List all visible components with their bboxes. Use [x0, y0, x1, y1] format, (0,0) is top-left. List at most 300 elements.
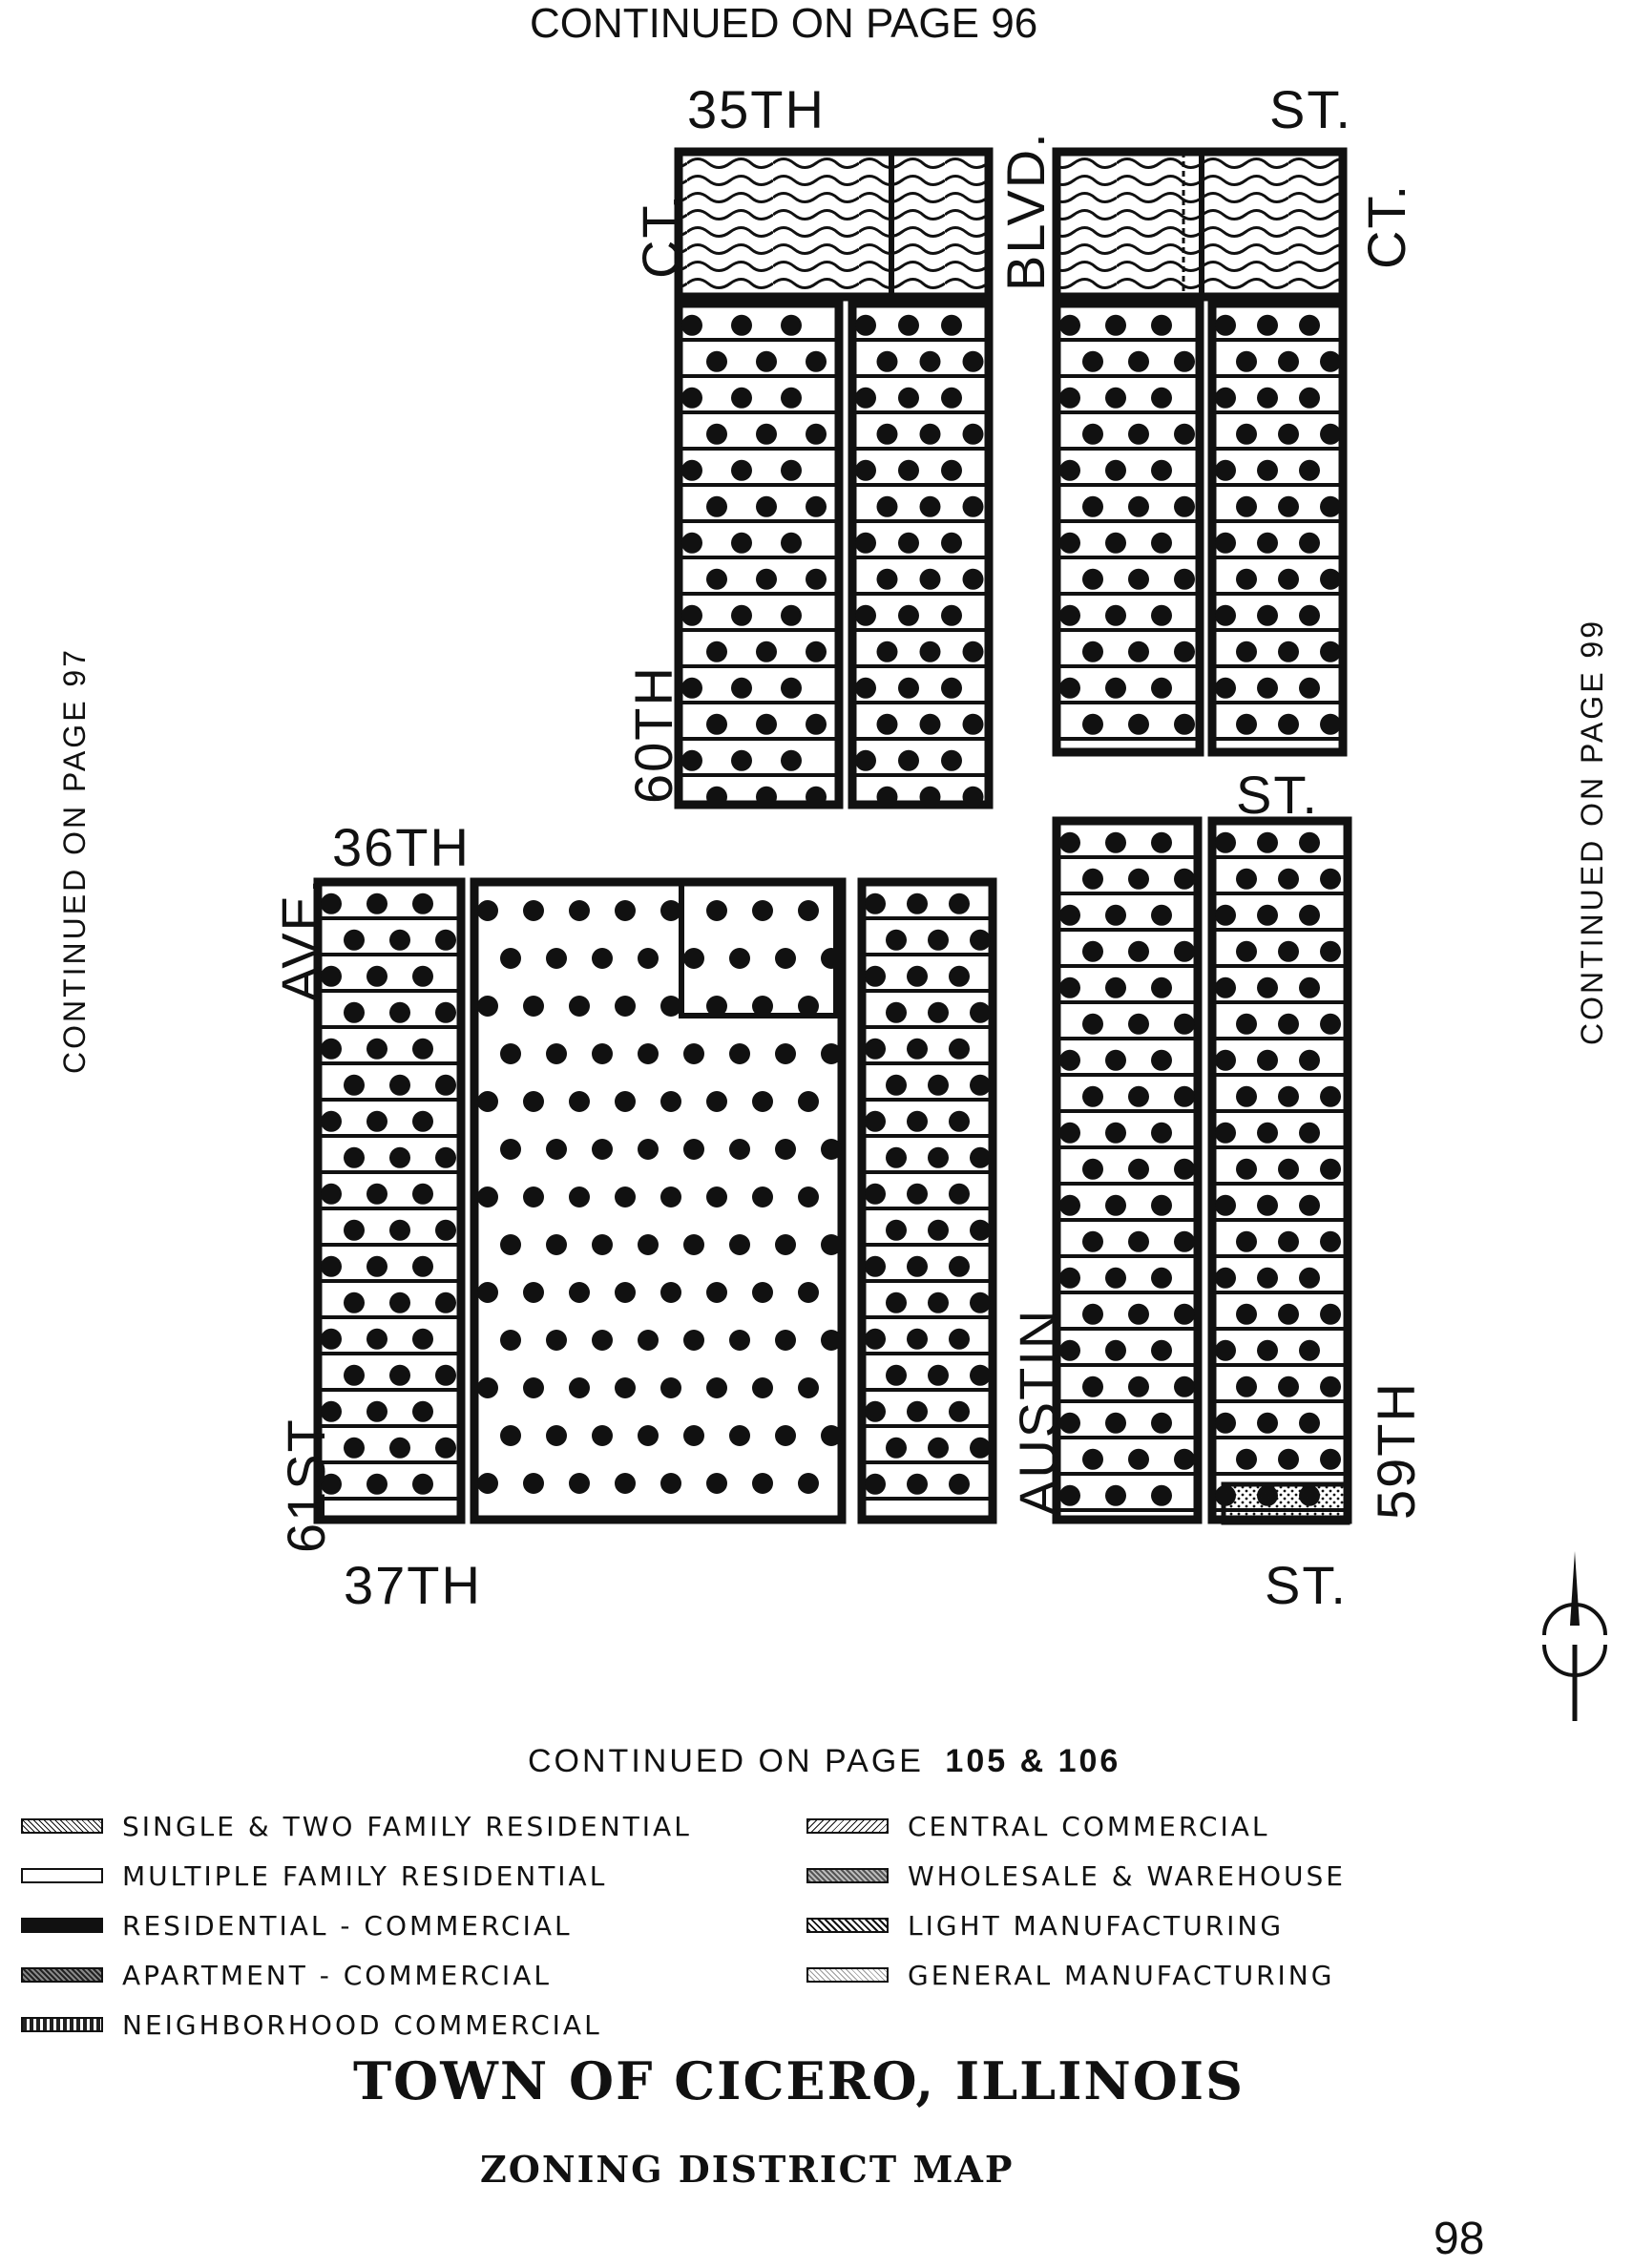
zoning-dot: [412, 1184, 433, 1205]
zoning-dot: [1151, 1340, 1172, 1361]
zoning-dot: [928, 1075, 949, 1096]
zoning-dot: [1278, 869, 1299, 890]
zoning-dot: [1105, 1268, 1126, 1289]
zoning-dot: [1105, 832, 1126, 853]
zoning-dot: [1299, 533, 1320, 554]
zoning-dot: [706, 1186, 727, 1208]
zoning-dot: [877, 351, 898, 372]
zoning-dot: [638, 1043, 659, 1064]
zoning-dot: [321, 1184, 342, 1205]
zoning-dot: [615, 1473, 636, 1494]
zoning-dot: [344, 1365, 365, 1386]
zoning-dot: [1174, 641, 1195, 662]
street-ave: AVE.: [270, 876, 330, 1002]
zoning-dot: [886, 1438, 907, 1459]
zoning-dot: [731, 605, 752, 626]
zoning-dot: [898, 460, 919, 481]
zoning-dot: [523, 1473, 544, 1494]
zoning-dot: [806, 569, 827, 590]
zoning-dot: [1215, 905, 1236, 926]
zoning-dot: [1105, 905, 1126, 926]
zoning-dot: [756, 569, 777, 590]
zoning-dot: [344, 930, 365, 951]
zoning-dot: [1105, 1195, 1126, 1216]
zoning-dot: [1174, 1449, 1195, 1470]
zoning-dot: [729, 1043, 750, 1064]
zoning-dot: [752, 1473, 773, 1494]
zoning-dot: [1236, 351, 1257, 372]
zoning-dot: [855, 605, 876, 626]
zoning-dot: [855, 315, 876, 336]
zoning-dot: [435, 1075, 456, 1096]
legend-label: MULTIPLE FAMILY RESIDENTIAL: [122, 1859, 608, 1892]
zoning-dot: [412, 1401, 433, 1422]
zoning-dot: [907, 1039, 928, 1060]
zoning-dot: [706, 496, 727, 517]
zoning-dot: [821, 1425, 842, 1446]
zoning-dot: [435, 1002, 456, 1023]
zoning-dot: [1082, 424, 1103, 445]
zoning-dot: [500, 1139, 521, 1160]
zoning-dot: [1215, 1268, 1236, 1289]
zoning-dot: [1278, 351, 1299, 372]
zoning-dot: [1151, 1195, 1172, 1216]
zoning-dot: [798, 1377, 819, 1398]
zoning-dot: [1257, 1195, 1278, 1216]
zoning-dot: [615, 1377, 636, 1398]
zoning-dot: [683, 1139, 704, 1160]
zoning-dot: [1236, 714, 1257, 735]
zoning-dot: [1059, 1268, 1080, 1289]
zoning-dot: [756, 641, 777, 662]
zoning-dot: [1320, 424, 1341, 445]
swatch-grey-hatch: [806, 1868, 889, 1883]
zoning-dot: [886, 1075, 907, 1096]
zoning-dot: [729, 1425, 750, 1446]
zoning-dot: [821, 1234, 842, 1255]
zoning-dot: [1320, 869, 1341, 890]
zoning-dot: [1128, 1231, 1149, 1252]
street-blvd: BLVD.: [995, 131, 1056, 291]
zoning-dot: [1236, 1014, 1257, 1035]
legend-item: [806, 1961, 1334, 1989]
zoning-dot: [1128, 641, 1149, 662]
zoning-dot: [412, 966, 433, 987]
zoning-dot: [1105, 1050, 1126, 1071]
zoning-dot: [683, 1043, 704, 1064]
map-subtitle: ZONING DISTRICT MAP: [480, 2148, 1015, 2191]
zoning-dot: [775, 1425, 796, 1446]
zoning-dot: [389, 1220, 410, 1241]
zoning-dot: [1299, 1268, 1320, 1289]
zoning-dot: [344, 1438, 365, 1459]
zoning-dot: [1278, 569, 1299, 590]
zoning-dot: [366, 1111, 387, 1132]
zoning-dot: [963, 641, 984, 662]
zoning-dot: [706, 641, 727, 662]
zoning-dot: [1215, 832, 1236, 853]
zoning-dot: [435, 1292, 456, 1313]
zoning-dot: [928, 1438, 949, 1459]
zoning-dot: [865, 1184, 886, 1205]
zoning-dot: [729, 1330, 750, 1351]
zoning-dot: [366, 1256, 387, 1277]
zoning-dot: [1059, 1050, 1080, 1071]
street-37th: 37TH: [344, 1555, 482, 1615]
zoning-dot: [1257, 1268, 1278, 1289]
zoning-dot: [366, 1329, 387, 1350]
zoning-dot: [1257, 315, 1278, 336]
zoning-dot: [928, 1292, 949, 1313]
zoning-dot: [500, 1425, 521, 1446]
street-st-mid-right: ST.: [1236, 765, 1319, 825]
zoning-dot: [1082, 1231, 1103, 1252]
legend-item: [21, 2010, 602, 2039]
zoning-dot: [1059, 533, 1080, 554]
zoning-dot: [963, 714, 984, 735]
zoning-dot: [546, 1234, 567, 1255]
zoning-dot: [1082, 1376, 1103, 1397]
zoning-dot: [389, 1292, 410, 1313]
zoning-dot: [1151, 460, 1172, 481]
zoning-dot: [1278, 941, 1299, 962]
zoning-dot: [731, 315, 752, 336]
zoning-dot: [781, 533, 802, 554]
zoning-dot: [1236, 569, 1257, 590]
zoning-dot: [855, 750, 876, 771]
zoning-dot: [756, 496, 777, 517]
bottom-continuation-pages: 105 & 106: [945, 1743, 1121, 1779]
zoning-dot: [638, 1139, 659, 1160]
zoning-dot: [886, 1220, 907, 1241]
zoning-dot: [1174, 424, 1195, 445]
zoning-dot: [389, 1002, 410, 1023]
zoning-dot: [855, 678, 876, 699]
north-arrow-icon: [1544, 1551, 1605, 1721]
zoning-dot: [683, 948, 704, 969]
zoning-dot: [949, 1184, 970, 1205]
zoning-dot: [592, 1330, 613, 1351]
zoning-dot: [1215, 1123, 1236, 1144]
zoning-dot: [963, 496, 984, 517]
zoning-dot: [920, 351, 941, 372]
zoning-dot: [1059, 678, 1080, 699]
zoning-dot: [681, 460, 702, 481]
zoning-dot: [1151, 605, 1172, 626]
zoning-dot: [886, 1147, 907, 1168]
zoning-dot: [1151, 388, 1172, 409]
zoning-dot: [592, 1425, 613, 1446]
zoning-dot: [1299, 1050, 1320, 1071]
zoning-dot: [1128, 1304, 1149, 1325]
zoning-dot: [941, 388, 962, 409]
zoning-dot: [865, 1329, 886, 1350]
zoning-dot: [798, 1473, 819, 1494]
zoning-dot: [706, 1282, 727, 1303]
zoning-dot: [1128, 1086, 1149, 1107]
swatch-stipple: [21, 1818, 103, 1834]
zoning-dot: [970, 1438, 991, 1459]
zoning-dot: [546, 1043, 567, 1064]
zoning-dot: [706, 900, 727, 921]
zoning-dot: [1174, 714, 1195, 735]
zoning-dot: [1082, 496, 1103, 517]
zoning-dot: [569, 1091, 590, 1112]
zoning-dot: [1059, 977, 1080, 998]
zoning-dot: [907, 1474, 928, 1495]
zoning-dot: [660, 900, 681, 921]
zoning-dot: [706, 424, 727, 445]
zoning-dot: [898, 315, 919, 336]
zoning-dot: [886, 930, 907, 951]
street-austin: AUSTIN: [1008, 1308, 1068, 1516]
zoning-dot: [1257, 832, 1278, 853]
zoning-dot: [344, 1147, 365, 1168]
zoning-dot: [683, 1425, 704, 1446]
zoning-dot: [865, 1256, 886, 1277]
zoning-dot: [681, 605, 702, 626]
zoning-dot: [1257, 1340, 1278, 1361]
zoning-dot: [1082, 1086, 1103, 1107]
right-continuation[interactable]: CONTINUED ON PAGE 99: [1575, 618, 1609, 1045]
street-61st: 61ST: [276, 1418, 336, 1553]
zoning-dot: [569, 1473, 590, 1494]
zoning-dot: [821, 1330, 842, 1351]
zoning-dot: [756, 424, 777, 445]
zoning-dot: [1174, 1304, 1195, 1325]
zoning-dot: [963, 424, 984, 445]
zoning-dot: [1299, 605, 1320, 626]
zoning-dot: [1082, 641, 1103, 662]
zoning-dot: [412, 1039, 433, 1060]
zoning-dot: [546, 948, 567, 969]
zoning-dot: [907, 1329, 928, 1350]
zoning-dot: [321, 1329, 342, 1350]
legend-item: [21, 1812, 692, 1840]
zoning-dot: [949, 1401, 970, 1422]
zoning-dot: [523, 900, 544, 921]
zoning-dot: [523, 1377, 544, 1398]
zoning-dot: [729, 948, 750, 969]
zoning-dot: [523, 1186, 544, 1208]
zoning-dot: [1059, 905, 1080, 926]
zoning-dot: [949, 1474, 970, 1495]
zoning-dot: [1151, 1050, 1172, 1071]
zoning-dot: [500, 1234, 521, 1255]
zoning-dot: [949, 966, 970, 987]
zoning-dot: [1257, 1413, 1278, 1434]
zoning-dot: [1320, 714, 1341, 735]
zoning-dot: [806, 714, 827, 735]
zoning-dot: [1299, 1413, 1320, 1434]
zoning-dot: [1320, 1376, 1341, 1397]
zoning-dot: [1105, 460, 1126, 481]
zoning-dot: [1128, 1449, 1149, 1470]
zoning-dot: [1215, 315, 1236, 336]
zoning-dot: [1151, 832, 1172, 853]
zoning-dot: [798, 1282, 819, 1303]
zoning-dot: [681, 750, 702, 771]
zoning-dot: [731, 750, 752, 771]
zoning-dot: [1278, 1159, 1299, 1180]
zoning-dot: [1299, 1340, 1320, 1361]
zoning-dot: [898, 750, 919, 771]
zoning-dot: [412, 1256, 433, 1277]
zoning-dot: [963, 351, 984, 372]
zoning-dot: [366, 1184, 387, 1205]
zoning-dot: [1082, 1304, 1103, 1325]
zoning-dot: [321, 1039, 342, 1060]
zoning-dot: [1278, 1376, 1299, 1397]
zoning-dot: [1174, 1086, 1195, 1107]
zoning-dot: [865, 1039, 886, 1060]
zoning-dot: [1236, 496, 1257, 517]
zoning-dot: [941, 315, 962, 336]
zoning-dot: [1320, 569, 1341, 590]
zoning-dot: [877, 424, 898, 445]
zoning-dot: [907, 1184, 928, 1205]
zoning-dot: [477, 1091, 498, 1112]
legend-label: APARTMENT - COMMERCIAL: [122, 1959, 552, 1991]
street-36th: 36TH: [332, 817, 471, 877]
top-continuation[interactable]: CONTINUED ON PAGE 96: [530, 0, 1038, 47]
zoning-dot: [660, 1377, 681, 1398]
zoning-dot: [1059, 460, 1080, 481]
zoning-dot: [500, 1330, 521, 1351]
zoning-dot: [865, 1401, 886, 1422]
zoning-dot: [775, 1139, 796, 1160]
swatch-diagonal: [806, 1818, 889, 1834]
zoning-dot: [1174, 941, 1195, 962]
zoning-dot: [729, 1139, 750, 1160]
zoning-dot: [949, 1256, 970, 1277]
zoning-dot: [592, 1139, 613, 1160]
zoning-dot: [412, 893, 433, 914]
zoning-dot: [1174, 569, 1195, 590]
zoning-dot: [781, 750, 802, 771]
zoning-dot: [1151, 533, 1172, 554]
zoning-dot: [731, 678, 752, 699]
legend-item: [806, 1812, 1270, 1840]
zoning-dot: [1257, 605, 1278, 626]
zoning-dot: [660, 996, 681, 1017]
zoning-dot: [970, 1365, 991, 1386]
zoning-dot: [1320, 1159, 1341, 1180]
zoning-dot: [592, 1234, 613, 1255]
zoning-dot: [477, 1473, 498, 1494]
zoning-dot: [1105, 388, 1126, 409]
zoning-dot: [592, 1043, 613, 1064]
zoning-dot: [1059, 315, 1080, 336]
zoning-dot: [1320, 496, 1341, 517]
zoning-dot: [781, 460, 802, 481]
zoning-dot: [615, 1091, 636, 1112]
zoning-dot: [1278, 1014, 1299, 1035]
zoning-dot: [1257, 1123, 1278, 1144]
zoning-dot: [1174, 869, 1195, 890]
zoning-dot: [1128, 1159, 1149, 1180]
page-number: 98: [1434, 2214, 1485, 2264]
zoning-dot: [1059, 388, 1080, 409]
zoning-dot: [615, 1186, 636, 1208]
zoning-dot: [1278, 714, 1299, 735]
single-family-parcel: [1224, 1484, 1348, 1522]
zoning-dot: [1236, 1159, 1257, 1180]
zoning-dot: [752, 900, 773, 921]
zoning-dot: [886, 1365, 907, 1386]
zoning-dot: [898, 533, 919, 554]
zoning-dot: [1257, 977, 1278, 998]
zoning-dot: [477, 1186, 498, 1208]
zoning-dot: [1215, 1050, 1236, 1071]
zoning-dot: [1151, 315, 1172, 336]
zoning-dot: [928, 1365, 949, 1386]
zoning-dot: [907, 893, 928, 914]
zoning-dot: [615, 900, 636, 921]
zoning-dot: [1257, 388, 1278, 409]
street-59th: 59TH: [1366, 1381, 1426, 1520]
zoning-dot: [756, 787, 777, 808]
zoning-dot: [920, 714, 941, 735]
legend-item: [806, 1861, 1346, 1890]
central-commercial-block-a: [679, 152, 989, 297]
zoning-dot: [1236, 1231, 1257, 1252]
zoning-dot: [963, 787, 984, 808]
zoning-dot: [865, 893, 886, 914]
zoning-dot: [1174, 1376, 1195, 1397]
street-60th: 60TH: [623, 665, 683, 804]
zoning-dot: [683, 1234, 704, 1255]
zoning-dot: [970, 1002, 991, 1023]
zoning-dot: [907, 966, 928, 987]
zoning-dot: [1105, 1123, 1126, 1144]
zoning-dot: [920, 787, 941, 808]
zoning-dot: [928, 1002, 949, 1023]
zoning-dot: [546, 1330, 567, 1351]
zoning-dot: [756, 351, 777, 372]
zoning-dot: [898, 605, 919, 626]
zoning-dot: [970, 1220, 991, 1241]
zoning-dot: [1320, 1304, 1341, 1325]
zoning-dot: [569, 900, 590, 921]
zoning-dot: [706, 569, 727, 590]
zoning-dot: [366, 1401, 387, 1422]
swatch-blank: [21, 1868, 103, 1883]
zoning-dot: [806, 424, 827, 445]
zoning-dot: [963, 569, 984, 590]
zoning-dot: [731, 533, 752, 554]
legend-item: [806, 1911, 1284, 1940]
zoning-dot: [435, 1147, 456, 1168]
zoning-dot: [523, 1282, 544, 1303]
left-continuation[interactable]: CONTINUED ON PAGE 97: [57, 646, 92, 1074]
zoning-dot: [1105, 315, 1126, 336]
street-ct-right: CT.: [1356, 183, 1416, 269]
bottom-continuation[interactable]: [528, 1743, 1120, 1780]
zoning-dot: [898, 678, 919, 699]
legend-label: CENTRAL COMMERCIAL: [908, 1810, 1270, 1842]
zoning-dot: [907, 1111, 928, 1132]
zoning-dot: [1320, 641, 1341, 662]
zoning-dot: [1105, 533, 1126, 554]
zoning-dot: [660, 1282, 681, 1303]
zoning-dot: [681, 315, 702, 336]
zoning-dot: [569, 996, 590, 1017]
zoning-dot: [806, 351, 827, 372]
zoning-dot: [344, 1002, 365, 1023]
zoning-dot: [477, 996, 498, 1017]
zoning-dot: [729, 1234, 750, 1255]
